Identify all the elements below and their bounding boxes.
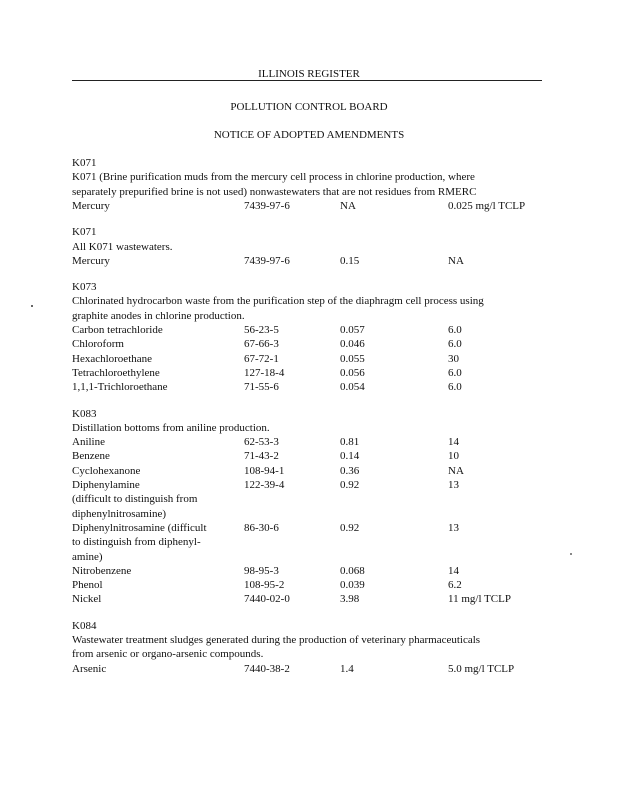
nonwastewater-standard: 14 (448, 564, 459, 577)
constituent-name: diphenylnitrosamine) (72, 507, 167, 520)
nonwastewater-standard: 6.0 (448, 366, 462, 379)
constituent-name: Benzene (72, 450, 110, 463)
wastewater-standard: 3.98 (340, 593, 360, 606)
cas-number: 56-23-5 (244, 324, 279, 336)
constituent-name: Carbon tetrachloride (72, 324, 163, 336)
constituent-name: Diphenylnitrosamine (difficult (72, 521, 207, 534)
waste-code: K071 (72, 157, 97, 169)
waste-description: Wastewater treatment sludges generated during the production of veterinary pharmaceuticals (72, 634, 481, 646)
nonwastewater-standard: 30 (448, 352, 459, 365)
cas-number: 86-30-6 (244, 521, 279, 534)
waste-description: K071 (Brine purification muds from the mercury cell process in chlorine production, where (72, 171, 475, 184)
waste-description: from arsenic or organo-arsenic compounds. (72, 648, 264, 661)
cas-number: 7439-97-6 (244, 199, 290, 212)
wastewater-standard: 0.81 (340, 436, 360, 449)
wastewater-standard: 0.92 (340, 479, 360, 491)
cas-number: 127-18-4 (244, 366, 285, 379)
waste-description: Distillation bottoms from aniline production. (72, 421, 270, 434)
constituent-name: 1,1,1-Trichloroethane (72, 381, 168, 394)
cas-number: 7440-02-0 (244, 593, 290, 606)
waste-code: K071 (72, 226, 97, 239)
nonwastewater-standard: 6.0 (448, 324, 462, 336)
wastewater-standard: 0.056 (340, 366, 365, 379)
wastewater-standard: 0.046 (340, 338, 365, 351)
wastewater-standard: NA (340, 199, 356, 212)
nonwastewater-standard: 14 (448, 436, 459, 449)
wastewater-standard: 0.92 (340, 521, 360, 534)
constituent-name: Mercury (72, 199, 110, 212)
nonwastewater-standard: 10 (448, 450, 459, 463)
wastewater-standard: 0.039 (340, 579, 365, 592)
scan-mark (31, 305, 33, 307)
wastewater-standard: 0.14 (340, 450, 360, 463)
cas-number: 71-43-2 (244, 450, 279, 463)
header-rule (72, 80, 542, 81)
nonwastewater-standard: 13 (448, 521, 459, 534)
constituent-name: to distinguish from diphenyl- (72, 536, 201, 549)
constituent-name: amine) (72, 550, 103, 563)
nonwastewater-standard: 13 (448, 479, 459, 491)
scan-mark (570, 553, 572, 555)
cas-number: 122-39-4 (244, 479, 285, 491)
cas-number: 62-53-3 (244, 436, 279, 449)
constituent-name: Hexachloroethane (72, 352, 153, 365)
cas-number: 67-72-1 (244, 352, 279, 365)
nonwastewater-standard: NA (448, 254, 464, 267)
register-title: ILLINOIS REGISTER (258, 68, 360, 80)
constituent-name: Phenol (72, 579, 103, 592)
wastewater-standard: 0.057 (340, 324, 365, 336)
constituent-name: Nickel (72, 593, 102, 606)
waste-description: All K071 wastewaters. (72, 240, 173, 253)
waste-code: K084 (72, 619, 97, 632)
board-title: POLLUTION CONTROL BOARD (230, 101, 388, 113)
cas-number: 108-94-1 (244, 464, 285, 477)
constituent-name: Mercury (72, 254, 110, 267)
constituent-name: Arsenic (72, 662, 107, 675)
wastewater-standard: 0.36 (340, 464, 360, 477)
cas-number: 67-66-3 (244, 338, 279, 351)
nonwastewater-standard: 5.0 mg/l TCLP (448, 662, 515, 675)
cas-number: 7440-38-2 (244, 662, 290, 675)
constituent-name: Nitrobenzene (72, 564, 132, 577)
nonwastewater-standard: NA (448, 464, 464, 477)
nonwastewater-standard: 0.025 mg/l TCLP (448, 199, 526, 212)
nonwastewater-standard: 6.2 (448, 579, 462, 592)
waste-description: separately prepurified brine is not used) nonwastewaters that are not residues from RMERC (72, 185, 477, 198)
wastewater-standard: 0.055 (340, 352, 365, 365)
constituent-name: Diphenylamine (72, 479, 140, 491)
notice-title: NOTICE OF ADOPTED AMENDMENTS (213, 129, 405, 141)
nonwastewater-standard: 6.0 (448, 338, 462, 351)
wastewater-standard: 0.15 (340, 254, 360, 267)
waste-code: K073 (72, 281, 97, 294)
cas-number: 7439-97-6 (244, 254, 290, 267)
wastewater-standard: 0.054 (340, 381, 365, 394)
wastewater-standard: 0.068 (340, 564, 365, 577)
wastewater-standard: 1.4 (340, 662, 354, 675)
cas-number: 108-95-2 (244, 579, 285, 592)
constituent-name: Cyclohexanone (72, 464, 141, 477)
constituent-name: Tetrachloroethylene (72, 366, 160, 379)
constituent-name: (difficult to distinguish from (72, 493, 198, 506)
cas-number: 71-55-6 (244, 381, 279, 394)
waste-description: Chlorinated hydrocarbon waste from the purification step of the diaphragm cell process using (72, 295, 484, 308)
waste-description: graphite anodes in chlorine production. (72, 309, 245, 322)
constituent-name: Aniline (72, 436, 105, 449)
cas-number: 98-95-3 (244, 564, 279, 577)
constituent-name: Chloroform (72, 338, 124, 351)
nonwastewater-standard: 6.0 (448, 381, 462, 394)
nonwastewater-standard: 11 mg/l TCLP (448, 593, 511, 606)
waste-code: K083 (72, 407, 97, 420)
